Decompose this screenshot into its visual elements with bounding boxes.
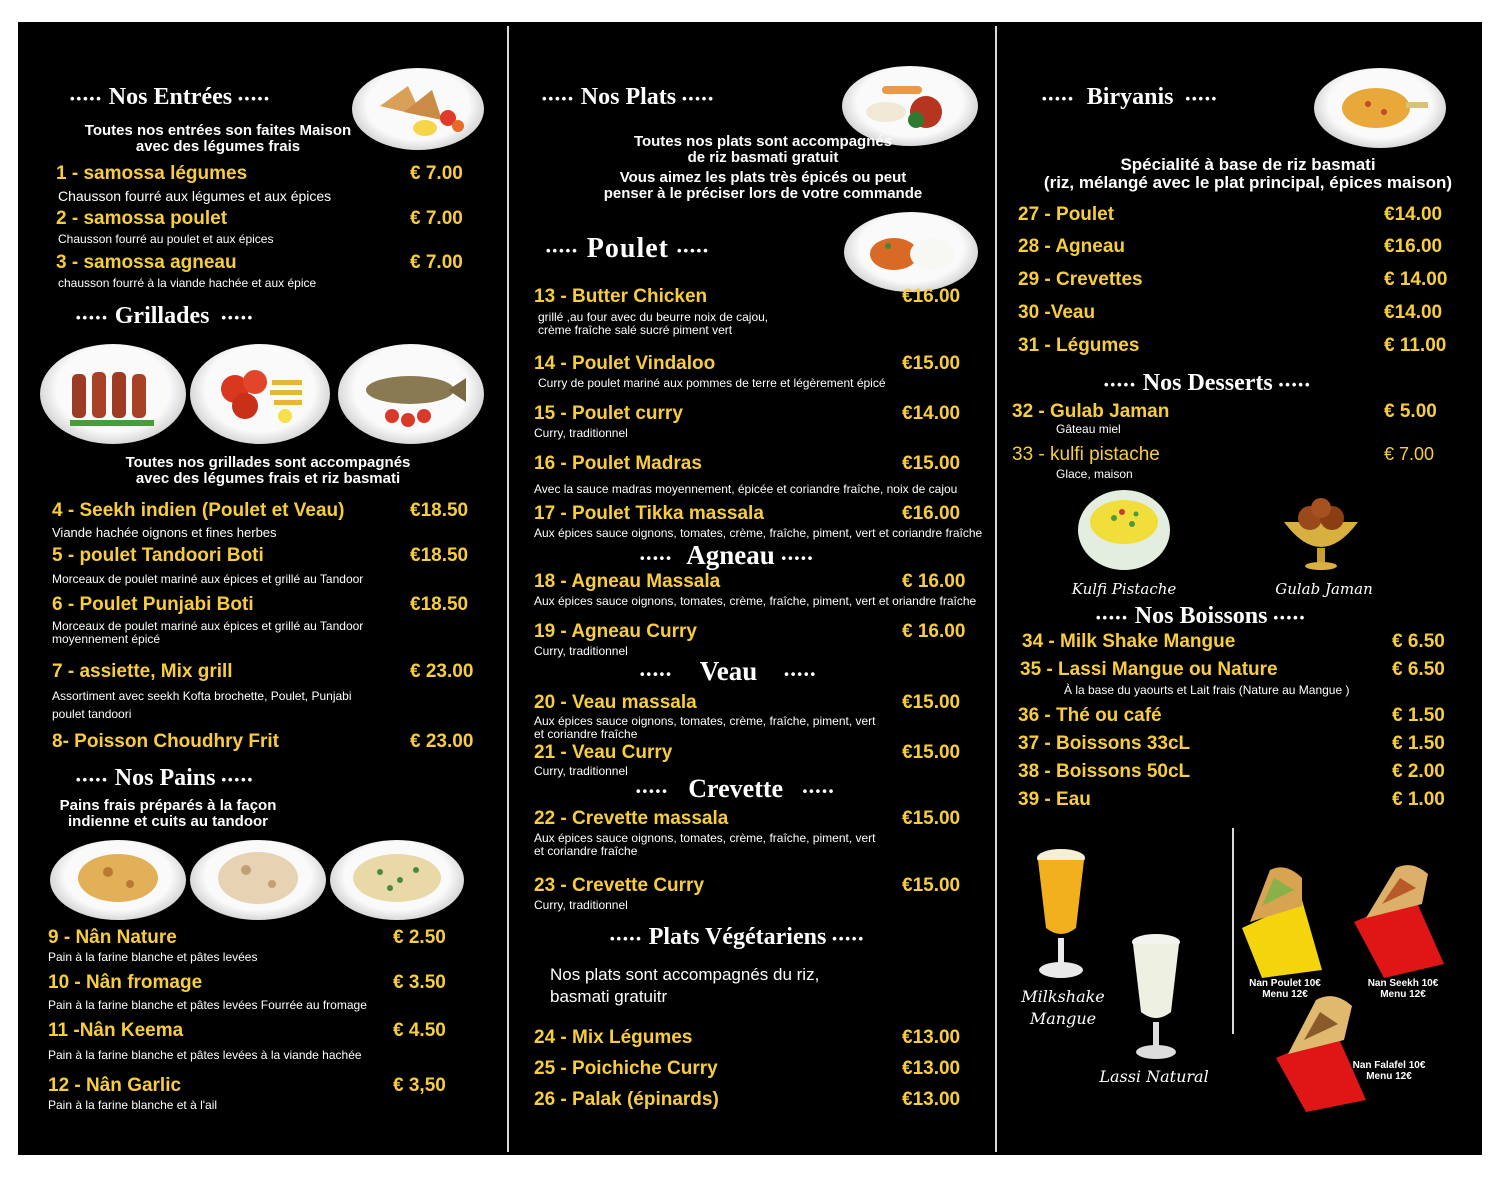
menu-item-desc: Aux épices sauce oignons, tomates, crème, fraîche, piment, vert et coriandre fraîche <box>534 831 876 858</box>
menu-item-name: 8- Poisson Choudhry Frit <box>52 731 279 752</box>
menu-item-desc: Curry, traditionnel <box>534 644 628 658</box>
caption-lassi: Lassi Natural <box>1099 1067 1209 1086</box>
menu-item-price: € 3.50 <box>393 972 446 993</box>
menu-item-price: € 1.00 <box>1392 789 1445 810</box>
menu-item-price: € 16.00 <box>902 571 966 592</box>
menu-item-price: €15.00 <box>902 742 961 763</box>
menu-item-desc: Pain à la farine blanche et pâtes levées Fourrée au fromage <box>48 998 367 1012</box>
menu-item-price: € 6.50 <box>1392 659 1445 680</box>
section-title-crevette: ••••• Crevette ••••• <box>636 774 836 803</box>
section-title-poulet: ••••• Poulet ••••• <box>546 233 710 264</box>
menu-item-price: € 7.00 <box>410 252 463 273</box>
menu-item-name: 1 - samossa légumes <box>56 163 248 184</box>
menu-item-name: 38 - Boissons 50cL <box>1018 761 1191 782</box>
menu-item-desc: chausson fourré à la viande hachée et aux épice <box>58 276 317 290</box>
menu-item-desc: Curry de poulet mariné aux pommes de terre et légèrement épicé <box>538 376 886 390</box>
menu-item-price: € 16.00 <box>902 621 966 642</box>
naan-fromage-dish-image <box>190 840 326 920</box>
menu-item-desc: Curry, traditionnel <box>534 764 628 778</box>
naan-garlic-dish-image <box>330 840 464 920</box>
menu-item-price: €15.00 <box>902 808 961 829</box>
menu-item-desc: Avec la sauce madras moyennement, épicée et coriandre fraîche, noix de cajou <box>534 482 958 496</box>
menu-item-price: €16.00 <box>902 503 961 524</box>
menu-item-price: € 7.00 <box>410 163 463 184</box>
menu-item-name: 12 - Nân Garlic <box>48 1075 182 1096</box>
menu-item-price: € 5.00 <box>1384 401 1437 422</box>
menu-item-name: 34 - Milk Shake Mangue <box>1022 631 1236 652</box>
wrap-label-nan-poulet: Nan Poulet 10€ Menu 12€ <box>1249 978 1321 1000</box>
menu-item-name: 35 - Lassi Mangue ou Nature <box>1020 659 1278 680</box>
menu-item-price: €15.00 <box>902 353 961 374</box>
menu-item-name: 16 - Poulet Madras <box>534 453 702 474</box>
menu-item-desc: Assortiment avec seekh Kofta brochette, Poulet, Punjabi poulet tandoori <box>52 689 352 721</box>
menu-item-name: 32 - Gulab Jaman <box>1012 401 1170 422</box>
menu-item-name: 17 - Poulet Tikka massala <box>534 503 764 524</box>
menu-item-price: € 4.50 <box>393 1020 446 1041</box>
column-separator <box>507 26 509 1152</box>
menu-item-name: 39 - Eau <box>1018 789 1091 810</box>
menu-item-desc: Aux épices sauce oignons, tomates, crème, fraîche, piment, vert et coriandre fraîche <box>534 526 983 540</box>
section-title-biryanis: ••••• Biryanis ••••• <box>1042 84 1219 110</box>
menu-item-price: € 2.50 <box>393 927 446 948</box>
menu-item-price: € 1.50 <box>1392 705 1445 726</box>
lassi-natural-image <box>1124 932 1188 1064</box>
menu-item-name: 31 - Légumes <box>1018 335 1140 356</box>
menu-item-price: €15.00 <box>902 875 961 896</box>
menu-item-desc: Aux épices sauce oignons, tomates, crème, fraîche, piment, vert et coriandre fraîche <box>534 714 876 741</box>
menu-item-desc: À la base du yaourts et Lait frais (Nature au Mangue ) <box>1064 683 1350 697</box>
menu-item-desc: grillé ,au four avec du beurre noix de cajou, crème fraîche salé sucré piment vert <box>538 310 769 337</box>
poulet-dish-image <box>844 212 978 292</box>
nan-poulet-wrap-image <box>1240 860 1324 978</box>
caption-milkshake: Milkshake Mangue <box>1021 987 1105 1028</box>
menu-item-name: 21 - Veau Curry <box>534 742 673 763</box>
section-title-vegetariens: ••••• Plats Végétariens ••••• <box>610 924 866 950</box>
menu-item-name: 18 - Agneau Massala <box>534 571 721 592</box>
menu-item-price: € 1.50 <box>1392 733 1445 754</box>
menu-item-price: €18.50 <box>410 594 469 615</box>
section-title-desserts: ••••• Nos Desserts ••••• <box>1104 370 1312 396</box>
nan-seekh-wrap-image <box>1352 860 1448 978</box>
section-title-agneau: ••••• Agneau ••••• <box>640 540 815 570</box>
menu-item-name: 11 -Nân Keema <box>48 1020 184 1041</box>
menu-item-name: 23 - Crevette Curry <box>534 875 705 896</box>
drinks-wraps-divider <box>1232 828 1234 1034</box>
menu-item-price: €16.00 <box>902 286 961 307</box>
menu-item-desc: Chausson fourré aux légumes et aux épices <box>58 188 332 204</box>
menu-item-desc: Pain à la farine blanche et pâtes levées à la viande hachée <box>48 1048 362 1062</box>
menu-item-price: €13.00 <box>902 1027 961 1048</box>
menu-item-price: €16.00 <box>1384 236 1443 257</box>
menu-item-price: €14.00 <box>902 403 961 424</box>
menu-item-price: € 6.50 <box>1392 631 1445 652</box>
menu-item-name: 4 - Seekh indien (Poulet et Veau) <box>52 500 345 521</box>
menu-item-desc: Morceaux de poulet mariné aux épices et grillé au Tandoor moyennement épicé <box>52 619 364 646</box>
nan-falafel-wrap-image <box>1274 988 1368 1112</box>
section-title-boissons: ••••• Nos Boissons ••••• <box>1096 603 1307 629</box>
menu-item-name: 14 - Poulet Vindaloo <box>534 353 716 374</box>
menu-item-desc: Viande hachée oignons et fines herbes <box>52 525 277 540</box>
menu-item-name: 9 - Nân Nature <box>48 927 177 948</box>
menu-item-name: 29 - Crevettes <box>1018 269 1143 290</box>
menu-item-price: €18.50 <box>410 500 469 521</box>
seekh-kebab-dish-image <box>40 344 186 444</box>
plats-note: Toutes nos plats sont accompagnés de riz basmati gratuit Vous aimez les plats très épicés ou peut penser à le préciser lors de votre commande <box>603 133 923 202</box>
menu-item-name: 27 - Poulet <box>1018 204 1115 225</box>
menu-item-desc: Glace, maison <box>1056 467 1133 481</box>
menu-item-desc: Pain à la farine blanche et pâtes levées <box>48 950 258 964</box>
menu-item-name: 36 - Thé ou café <box>1018 705 1162 726</box>
menu-item-price: €15.00 <box>902 453 961 474</box>
menu-item-price: € 7.00 <box>1384 444 1435 464</box>
menu-item-name: 26 - Palak (épinards) <box>534 1089 719 1110</box>
caption-gulab-jaman: Gulab Jaman <box>1275 580 1373 598</box>
menu-item-name: 6 - Poulet Punjabi Boti <box>52 594 254 615</box>
biryanis-note: Spécialité à base de riz basmati (riz, mélangé avec le plat principal, épices maison) <box>1043 155 1453 192</box>
section-title-veau: ••••• Veau ••••• <box>640 656 818 686</box>
menu-item-name: 22 - Crevette massala <box>534 808 729 829</box>
grillades-note: Toutes nos grillades sont accompagnés avec des légumes frais et riz basmati <box>125 454 411 487</box>
menu-item-name: 33 - kulfi pistache <box>1012 444 1160 465</box>
section-title-entrees: ••••• Nos Entrées ••••• <box>70 84 271 110</box>
menu-item-price: €18.50 <box>410 545 469 566</box>
menu-item-name: 37 - Boissons 33cL <box>1018 733 1191 754</box>
menu-item-name: 25 - Poichiche Curry <box>534 1058 718 1079</box>
menu-item-price: € 2.00 <box>1392 761 1445 782</box>
wrap-label-nan-falafel: Nan Falafel 10€ Menu 12€ <box>1352 1060 1426 1082</box>
menu-item-name: 13 - Butter Chicken <box>534 286 708 307</box>
menu-item-name: 3 - samossa agneau <box>56 252 237 273</box>
menu-item-name: 28 - Agneau <box>1018 236 1125 257</box>
menu-item-desc: Curry, traditionnel <box>534 426 628 440</box>
menu-item-desc: Pain à la farine blanche et à l'ail <box>48 1098 218 1112</box>
menu-item-desc: Morceaux de poulet mariné aux épices et grillé au Tandoor <box>52 572 364 586</box>
menu-item-price: € 7.00 <box>410 208 463 229</box>
menu-item-name: 7 - assiette, Mix grill <box>52 661 233 682</box>
menu-page <box>18 22 1482 1155</box>
pains-note: Pains frais préparés à la façon indienne et cuits au tandoor <box>59 797 277 830</box>
menu-item-price: €14.00 <box>1384 302 1443 323</box>
menu-item-name: 30 -Veau <box>1018 302 1096 323</box>
menu-item-price: € 23.00 <box>410 661 474 682</box>
menu-item-name: 10 - Nân fromage <box>48 972 203 993</box>
section-title-grillades: ••••• Grillades ••••• <box>76 303 255 329</box>
vegetariens-note: Nos plats sont accompagnés du riz, basmati gratuitr <box>550 965 820 1006</box>
menu-item-name: 15 - Poulet curry <box>534 403 683 424</box>
menu-item-price: €13.00 <box>902 1058 961 1079</box>
caption-kulfi: Kulfi Pistache <box>1071 580 1177 598</box>
menu-item-desc: Curry, traditionnel <box>534 898 628 912</box>
menu-item-desc: Chausson fourré au poulet et aux épices <box>58 232 274 246</box>
fried-fish-dish-image <box>338 344 484 444</box>
menu-item-price: €15.00 <box>902 692 961 713</box>
naan-nature-dish-image <box>50 840 186 920</box>
menu-item-price: € 23.00 <box>410 731 474 752</box>
menu-item-price: € 3,50 <box>393 1075 446 1096</box>
menu-item-price: € 11.00 <box>1384 335 1447 356</box>
menu-item-name: 19 - Agneau Curry <box>534 621 697 642</box>
gulab-jaman-image <box>1280 492 1362 572</box>
menu-item-name: 20 - Veau massala <box>534 692 697 713</box>
menu-item-name: 24 - Mix Légumes <box>534 1027 693 1048</box>
menu-item-price: €14.00 <box>1384 204 1443 225</box>
entrees-note: Toutes nos entrées son faites Maison avec des légumes frais <box>84 122 352 155</box>
tandoori-chicken-dish-image <box>190 344 330 444</box>
wrap-label-nan-seekh: Nan Seekh 10€ Menu 12€ <box>1367 978 1439 1000</box>
menu-item-price: € 14.00 <box>1384 269 1448 290</box>
menu-item-desc: Gâteau miel <box>1056 422 1121 436</box>
menu-item-name: 5 - poulet Tandoori Boti <box>52 545 264 566</box>
section-title-plats: ••••• Nos Plats ••••• <box>542 84 715 110</box>
milkshake-mangue-image <box>1026 848 1096 984</box>
menu-item-price: €13.00 <box>902 1089 961 1110</box>
kulfi-pistache-image <box>1076 488 1172 572</box>
menu-item-name: 2 - samossa poulet <box>56 208 228 229</box>
section-title-pains: ••••• Nos Pains ••••• <box>76 765 255 791</box>
menu-item-desc: Aux épices sauce oignons, tomates, crème, fraîche, piment, vert et oriandre fraîche <box>534 594 977 608</box>
biryani-dish-image <box>1314 68 1446 148</box>
